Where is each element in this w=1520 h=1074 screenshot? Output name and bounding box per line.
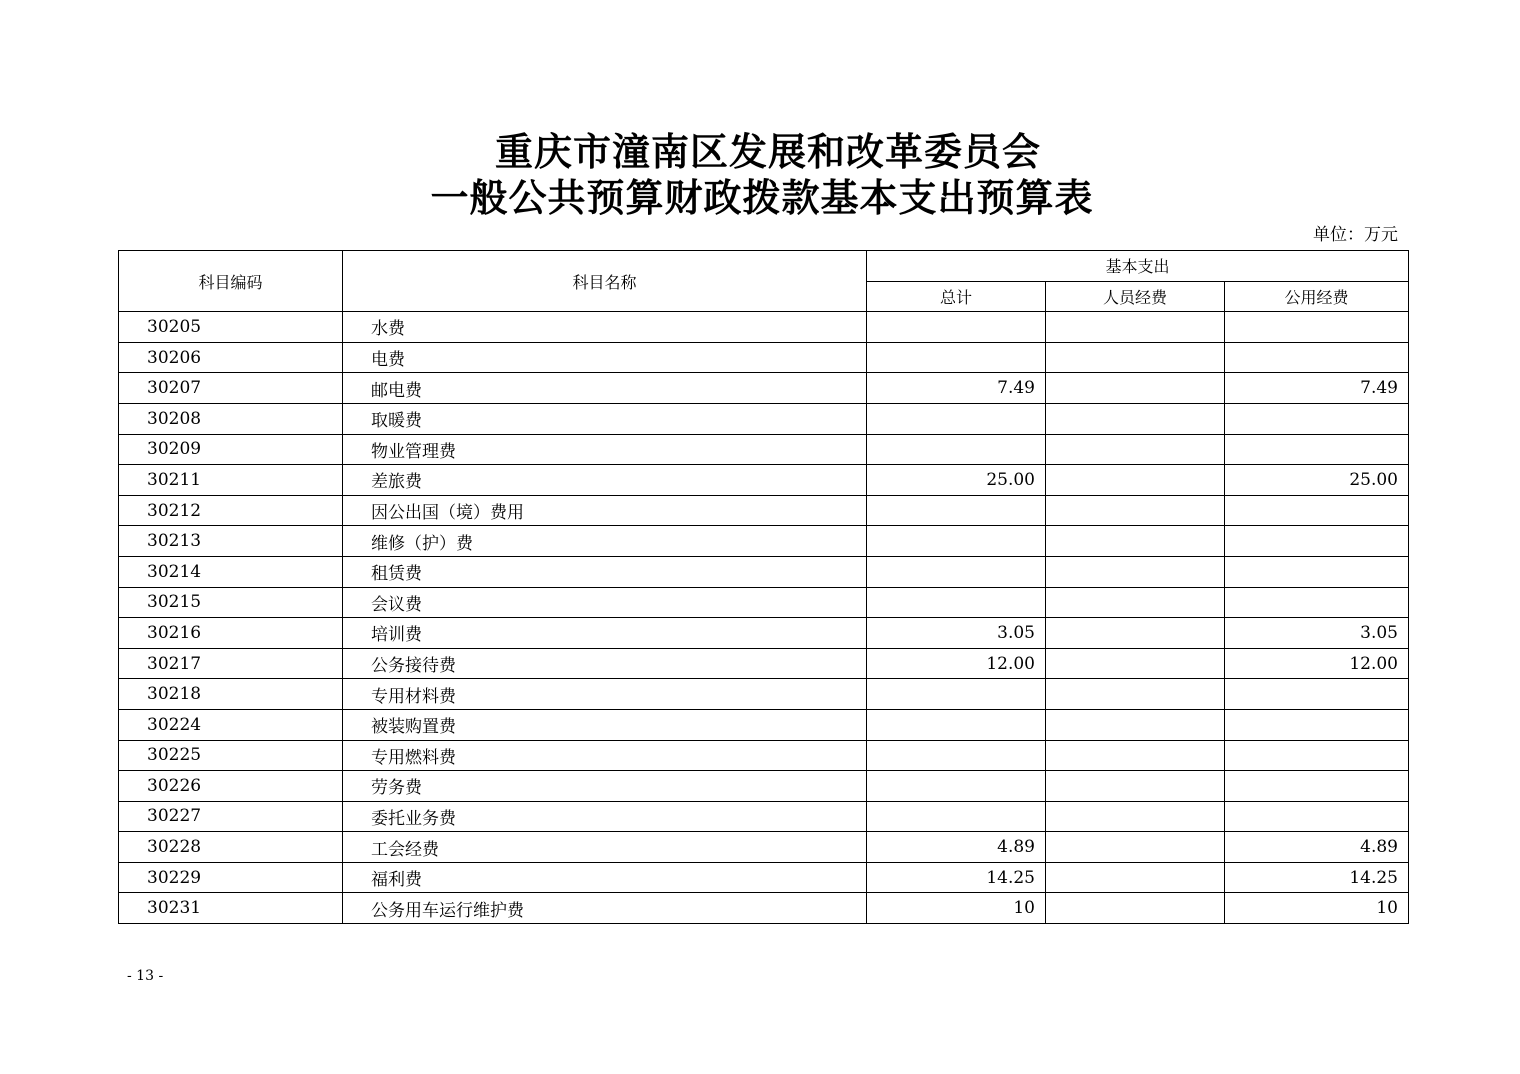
cell-total: 12.00 — [867, 648, 1046, 679]
table-row — [119, 832, 1409, 863]
cell-subject-name: 因公出国（境）费用 — [343, 495, 867, 526]
cell-public — [1225, 556, 1409, 587]
cell-personnel — [1046, 709, 1225, 740]
cell-subject-name: 专用材料费 — [343, 679, 867, 710]
cell-subject-code: 30209 — [119, 434, 343, 465]
cell-public — [1225, 771, 1409, 802]
cell-subject-code: 30205 — [119, 312, 343, 343]
cell-personnel — [1046, 893, 1225, 924]
cell-subject-name: 培训费 — [343, 618, 867, 649]
cell-subject-code: 30215 — [119, 587, 343, 618]
table-row — [119, 740, 1409, 771]
cell-subject-name: 公务接待费 — [343, 648, 867, 679]
page-number: - 13 - — [127, 968, 164, 984]
cell-subject-name: 物业管理费 — [343, 434, 867, 465]
cell-subject-code: 30227 — [119, 801, 343, 832]
cell-subject-code: 30216 — [119, 618, 343, 649]
table-row — [119, 587, 1409, 618]
header-total: 总计 — [867, 281, 1046, 312]
cell-public — [1225, 342, 1409, 373]
cell-personnel — [1046, 434, 1225, 465]
cell-subject-code: 30231 — [119, 893, 343, 924]
budget-table — [118, 250, 1409, 924]
cell-subject-name: 被装购置费 — [343, 709, 867, 740]
cell-public — [1225, 526, 1409, 557]
cell-total — [867, 771, 1046, 802]
cell-subject-name: 差旅费 — [343, 465, 867, 496]
table-row — [119, 526, 1409, 557]
cell-total — [867, 587, 1046, 618]
cell-personnel — [1046, 832, 1225, 863]
cell-personnel — [1046, 342, 1225, 373]
cell-personnel — [1046, 648, 1225, 679]
cell-public — [1225, 312, 1409, 343]
table-row — [119, 373, 1409, 404]
cell-public: 4.89 — [1225, 832, 1409, 863]
cell-subject-code: 30213 — [119, 526, 343, 557]
cell-subject-name: 会议费 — [343, 587, 867, 618]
cell-total: 3.05 — [867, 618, 1046, 649]
cell-personnel — [1046, 801, 1225, 832]
table-row — [119, 465, 1409, 496]
cell-personnel — [1046, 771, 1225, 802]
cell-total — [867, 342, 1046, 373]
table-row — [119, 893, 1409, 924]
cell-subject-code: 30212 — [119, 495, 343, 526]
cell-subject-code: 30224 — [119, 709, 343, 740]
cell-public: 25.00 — [1225, 465, 1409, 496]
cell-public — [1225, 403, 1409, 434]
cell-personnel — [1046, 740, 1225, 771]
cell-total — [867, 495, 1046, 526]
cell-subject-code: 30208 — [119, 403, 343, 434]
cell-subject-name: 工会经费 — [343, 832, 867, 863]
cell-public: 10 — [1225, 893, 1409, 924]
table-row — [119, 312, 1409, 343]
table-row — [119, 434, 1409, 465]
cell-total — [867, 434, 1046, 465]
table-row — [119, 862, 1409, 893]
cell-total: 10 — [867, 893, 1046, 924]
cell-public: 12.00 — [1225, 648, 1409, 679]
cell-personnel — [1046, 403, 1225, 434]
cell-subject-code: 30206 — [119, 342, 343, 373]
cell-subject-code: 30207 — [119, 373, 343, 404]
table-row — [119, 618, 1409, 649]
cell-total — [867, 312, 1046, 343]
cell-total: 25.00 — [867, 465, 1046, 496]
cell-subject-code: 30226 — [119, 771, 343, 802]
cell-subject-name: 水费 — [343, 312, 867, 343]
cell-public — [1225, 709, 1409, 740]
table-row — [119, 801, 1409, 832]
cell-personnel — [1046, 312, 1225, 343]
cell-subject-code: 30218 — [119, 679, 343, 710]
table-row — [119, 495, 1409, 526]
header-public: 公用经费 — [1225, 281, 1409, 312]
header-personnel: 人员经费 — [1046, 281, 1225, 312]
cell-total — [867, 801, 1046, 832]
cell-total — [867, 709, 1046, 740]
cell-subject-name: 委托业务费 — [343, 801, 867, 832]
cell-subject-code: 30229 — [119, 862, 343, 893]
cell-subject-name: 劳务费 — [343, 771, 867, 802]
cell-subject-code: 30217 — [119, 648, 343, 679]
table-row — [119, 709, 1409, 740]
cell-public — [1225, 587, 1409, 618]
cell-personnel — [1046, 618, 1225, 649]
cell-public — [1225, 434, 1409, 465]
cell-subject-code: 30211 — [119, 465, 343, 496]
cell-total: 14.25 — [867, 862, 1046, 893]
table-row — [119, 771, 1409, 802]
table-row — [119, 403, 1409, 434]
table-row — [119, 342, 1409, 373]
cell-subject-name: 租赁费 — [343, 556, 867, 587]
cell-public — [1225, 679, 1409, 710]
cell-public — [1225, 740, 1409, 771]
cell-subject-name: 维修（护）费 — [343, 526, 867, 557]
page-title-line1: 重庆市潼南区发展和改革委员会 — [494, 129, 1041, 174]
cell-personnel — [1046, 465, 1225, 496]
cell-total — [867, 740, 1046, 771]
cell-subject-name: 专用燃料费 — [343, 740, 867, 771]
cell-subject-name: 福利费 — [343, 862, 867, 893]
cell-subject-name: 公务用车运行维护费 — [343, 893, 867, 924]
cell-personnel — [1046, 373, 1225, 404]
cell-total — [867, 556, 1046, 587]
cell-personnel — [1046, 587, 1225, 618]
cell-total: 4.89 — [867, 832, 1046, 863]
cell-public — [1225, 801, 1409, 832]
cell-subject-code: 30214 — [119, 556, 343, 587]
cell-public: 3.05 — [1225, 618, 1409, 649]
cell-personnel — [1046, 679, 1225, 710]
cell-total — [867, 526, 1046, 557]
cell-public: 14.25 — [1225, 862, 1409, 893]
cell-public — [1225, 495, 1409, 526]
cell-personnel — [1046, 862, 1225, 893]
cell-subject-name: 邮电费 — [343, 373, 867, 404]
table-row — [119, 556, 1409, 587]
cell-subject-name: 电费 — [343, 342, 867, 373]
cell-subject-code: 30228 — [119, 832, 343, 863]
cell-personnel — [1046, 556, 1225, 587]
table-row — [119, 679, 1409, 710]
page-title-line2: 一般公共预算财政拨款基本支出预算表 — [430, 175, 1094, 220]
cell-total: 7.49 — [867, 373, 1046, 404]
header-subject-code: 科目编码 — [119, 251, 343, 312]
cell-total — [867, 403, 1046, 434]
cell-subject-code: 30225 — [119, 740, 343, 771]
cell-personnel — [1046, 526, 1225, 557]
table-body — [119, 312, 1409, 924]
cell-personnel — [1046, 495, 1225, 526]
unit-label: 单位：万元 — [1313, 225, 1398, 245]
cell-total — [867, 679, 1046, 710]
cell-subject-name: 取暖费 — [343, 403, 867, 434]
header-basic-expenditure: 基本支出 — [867, 251, 1409, 282]
header-subject-name: 科目名称 — [343, 251, 867, 312]
table-row — [119, 648, 1409, 679]
cell-public: 7.49 — [1225, 373, 1409, 404]
